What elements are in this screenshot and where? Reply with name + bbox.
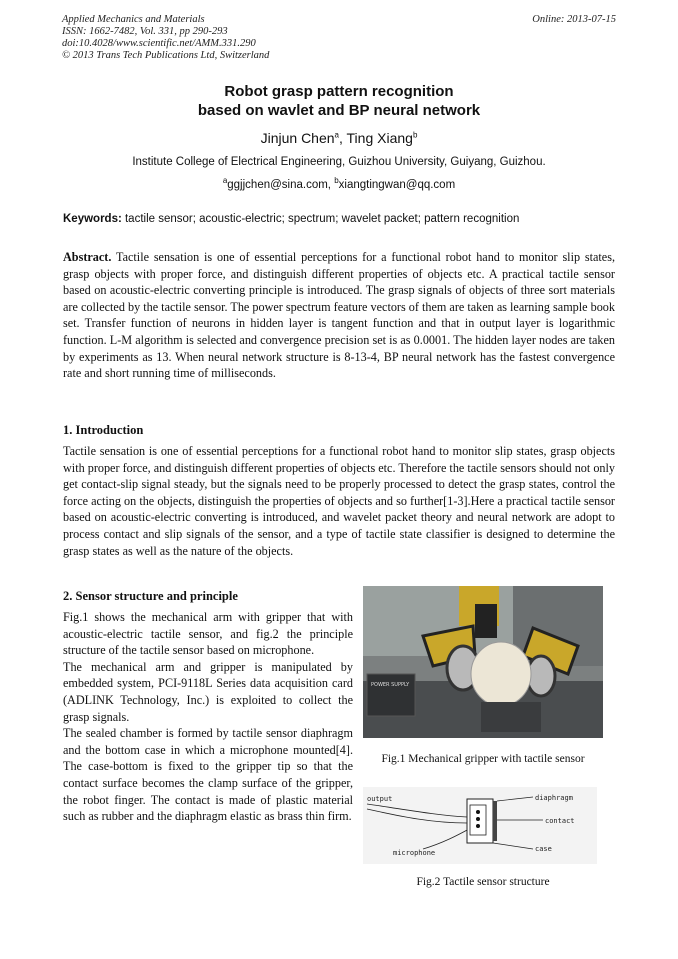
power-supply-label: POWER SUPPLY xyxy=(371,682,410,688)
label-diaphragm: diaphragm xyxy=(535,794,573,802)
section-1-heading: 1. Introduction xyxy=(63,423,144,437)
journal-issn: ISSN: 1662-7482, Vol. 331, pp 290-293 xyxy=(62,26,228,37)
email-b-mark: b xyxy=(334,176,339,185)
abstract-text: Tactile sensation is one of essential perceptions for a functional robot hand to monitor slip states, grasp objects with proper force, and distinguish different properties of objects etc. A practical tactile sensor based on acoustic-electric converting principle is introduced. The grasp signals of objects of three sort materials are collected by the tactile sensor. The power spectrum feature vectors of them are taken as learning sample book set. Transfer function of neurons in hidden layer is tangent function and that in output layer is logarithmic function. L-M algorithm is selected and convergence precision set is as 0.0001. The hidden layer nodes are taken by experiments as 13. When neural network structure is 8-13-4, BP neural network has the fastest convergence rate and short running time of milliseconds. xyxy=(63,250,615,381)
email-b[interactable]: xiangtingwan@qq.com xyxy=(338,178,456,191)
section-2-text xyxy=(63,609,353,825)
abstract-label: Abstract. xyxy=(63,250,112,264)
figure-2-caption: Fig.2 Tactile sensor structure xyxy=(416,876,550,888)
paper-title xyxy=(60,82,618,120)
section-2-paragraph: The mechanical arm and gripper is manipulated by embedded system, PCI-9118L Series data acquisition card (ADLINK Technology, Inc.) is exploited to collect the grasp signals. xyxy=(63,659,353,724)
gripper-photo-illustration xyxy=(363,586,603,738)
author-1-mark: a xyxy=(334,130,339,140)
label-case: case xyxy=(535,845,552,853)
keywords-label: Keywords: xyxy=(63,213,122,225)
keywords xyxy=(63,213,618,225)
author-list xyxy=(60,130,618,146)
abstract xyxy=(63,249,615,382)
sensor-structure-diagram xyxy=(363,787,597,864)
journal-header xyxy=(62,14,422,62)
journal-name: Applied Mechanics and Materials xyxy=(62,14,205,25)
author-2: Ting Xiang xyxy=(346,130,413,146)
power-supply-box xyxy=(367,674,415,716)
figure-1-caption: Fig.1 Mechanical gripper with tactile sensor xyxy=(381,753,585,765)
author-emails xyxy=(60,176,618,191)
author-separator: , xyxy=(338,130,347,146)
journal-copyright: © 2013 Trans Tech Publications Ltd, Switzerland xyxy=(62,50,270,61)
diaphragm-layer xyxy=(493,801,497,841)
title-line-2: based on wavlet and BP neural network xyxy=(197,102,481,119)
affiliation: Institute College of Electrical Engineering, Guizhou University, Guiyang, Guizhou. xyxy=(132,156,546,168)
online-date: Online: 2013-07-15 xyxy=(532,14,616,25)
journal-doi[interactable]: doi:10.4028/www.scientific.net/AMM.331.290 xyxy=(62,38,256,49)
figure-2-diagram xyxy=(363,787,597,864)
keywords-text: tactile sensor; acoustic-electric; spectrum; wavelet packet; pattern recognition xyxy=(121,213,520,225)
section-2-heading: 2. Sensor structure and principle xyxy=(63,589,238,603)
section-1-text: Tactile sensation is one of essential perceptions for a functional robot hand to monitor slip states, grasp objects with proper force, and distinguish different properties of objects etc. Therefore the tactile sensors should not only get contact-slip signal steady, but the signals need to be properly processed to detect the grasp states, control the force acting on the objects, distinguish the properties of objects and so further[1-3].Here a practical tactile sensor based on acoustic-electric converting is introduced, and wavelet packet theory and neural network are adopt to process contact and slip signals of the sensor, and a type of tactile state classifier is designed to determine the grasp states as well as the nature of the objects. xyxy=(63,444,615,558)
label-output: output xyxy=(367,795,393,803)
label-microphone: microphone xyxy=(393,849,436,857)
author-2-mark: b xyxy=(412,130,418,140)
title-line-1: Robot grasp pattern recognition xyxy=(224,83,454,100)
section-2-paragraph: The sealed chamber is formed by tactile sensor diaphragm and the bottom case in which a microphone mounted[4]. The case-bottom is fixed to the gripper tip so that the contact surface becomes the clamp surface of the gripper, the robot finger. The contact is made of plastic material such as rubber and the diaphragm elastic as brass thin firm. xyxy=(63,726,353,824)
section-2-paragraph: Fig.1 shows the mechanical arm with gripper that with acoustic-electric tactile sensor, and fig.2 the principle structure of the tactile sensor based on microphone. xyxy=(63,610,353,658)
label-contact: contact xyxy=(545,817,575,825)
figure-1-photo xyxy=(363,586,603,738)
author-1: Jinjun Chen xyxy=(260,130,335,146)
grasped-ball xyxy=(471,642,531,706)
email-a-mark: a xyxy=(222,176,228,185)
email-a[interactable]: ggjjchen@sina.com, xyxy=(227,178,335,191)
